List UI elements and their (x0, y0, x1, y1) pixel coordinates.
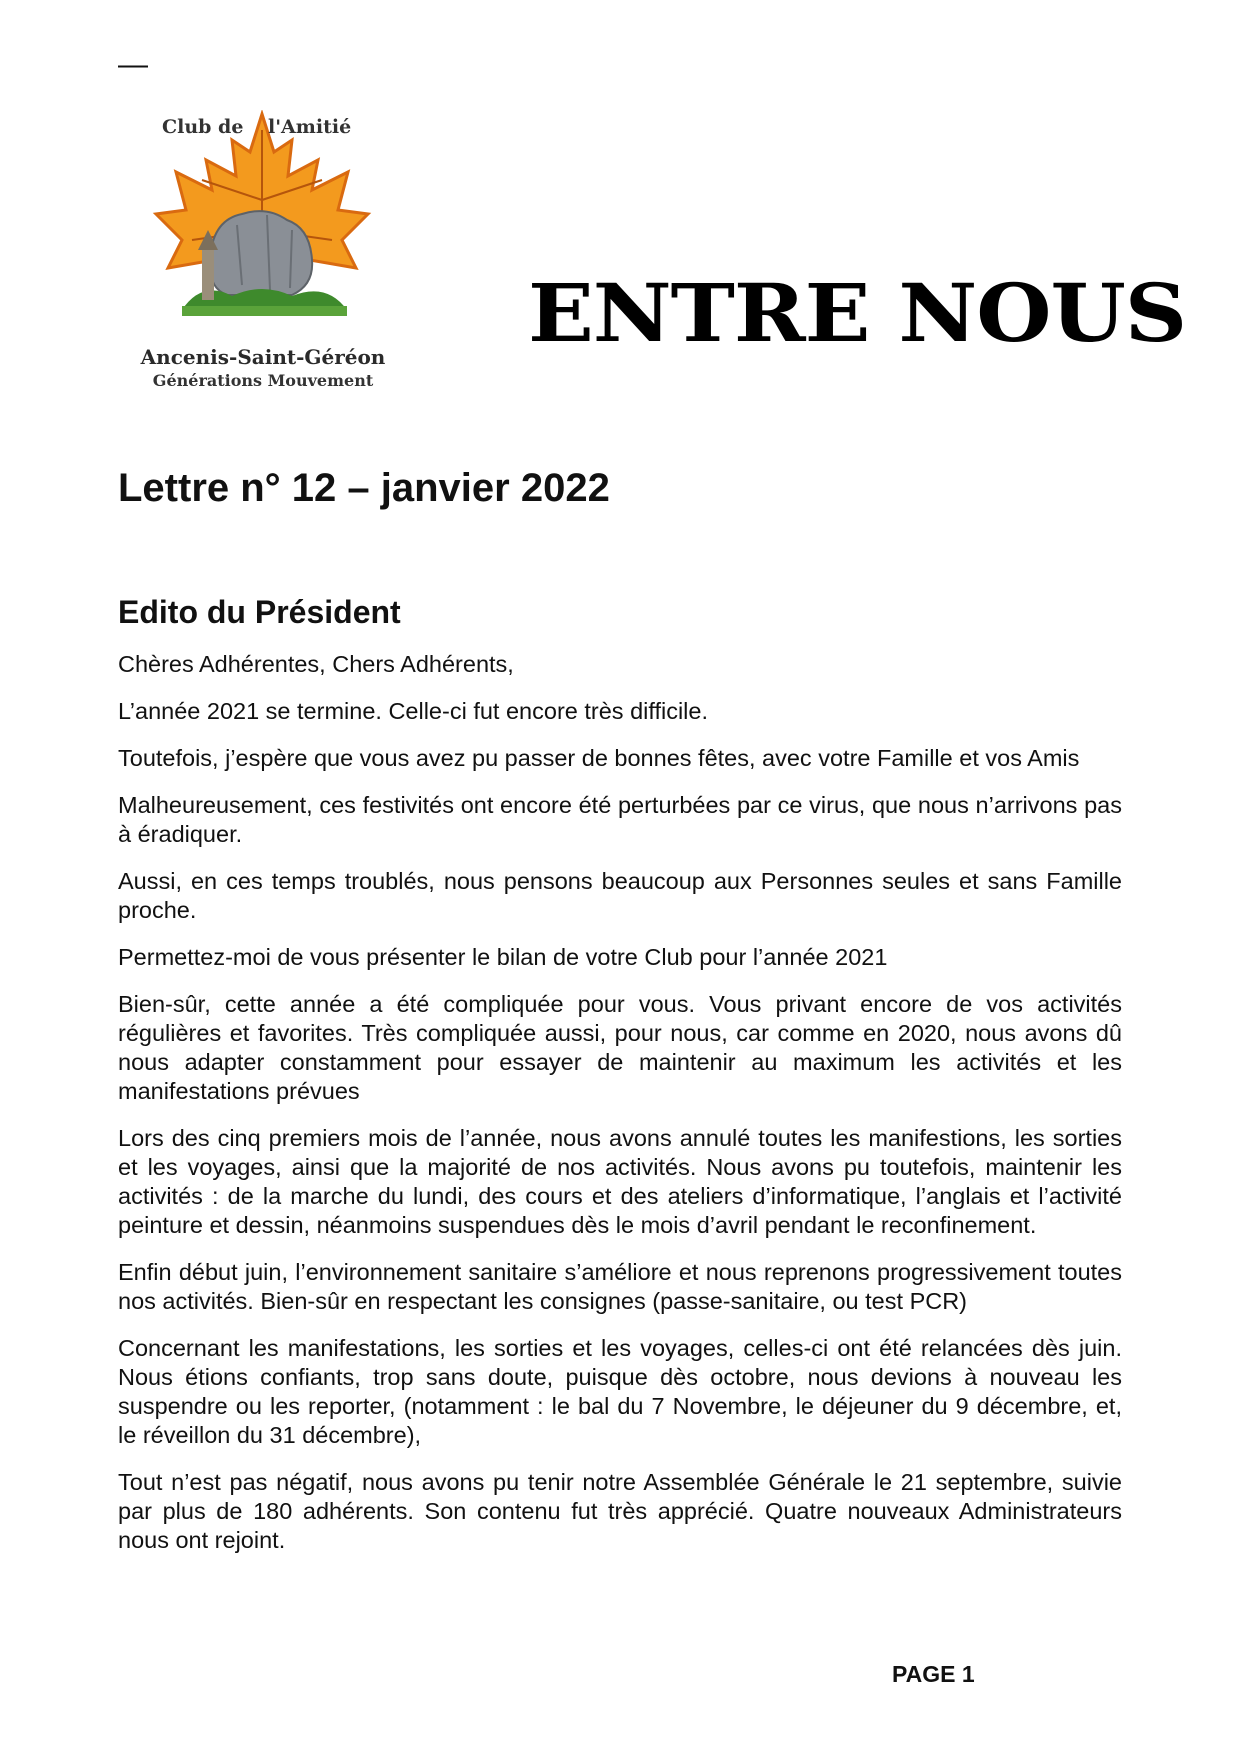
logo-club-subtitle: Générations Mouvement (152, 371, 374, 390)
paragraph: Malheureusement, ces festivités ont encore été perturbées par ce virus, que nous n’arrivons pas à éradiquer. (118, 792, 1122, 847)
paragraph: Lors des cinq premiers mois de l’année, nous avons annulé toutes les manifestions, les sorties et les voyages, ainsi que la majorité de nos activités. Nous avons pu toutefois, maintenir les activités : de la marche du lundi, des cours et des ateliers d’informatique, l’anglais et l’activité peinture et dessin, néanmoins suspendues dès le mois d’avril pendant le reconfinement. (118, 1125, 1122, 1238)
edito-body (118, 650, 1122, 1573)
club-logo (138, 110, 388, 400)
page-number: PAGE 1 (892, 1661, 975, 1687)
maple-leaf-logo-icon (142, 110, 382, 345)
issue-title: Lettre n° 12 – janvier 2022 (118, 466, 610, 510)
paragraph: Permettez-moi de vous présenter le bilan de votre Club pour l’année 2021 (118, 944, 888, 970)
top-dash: — (118, 48, 148, 81)
logo-text-club-de: Club de (162, 116, 244, 138)
paragraph: Enfin début juin, l’environnement sanitaire s’améliore et nous reprenons progressivement toutes nos activités. Bien-sûr en respectant les consignes (passe-sanitaire, ou test PCR) (118, 1259, 1122, 1314)
newsletter-masthead: ENTRE NOUS (528, 266, 1187, 360)
paragraph: Tout n’est pas négatif, nous avons pu tenir notre Assemblée Générale le 21 septembre, suivie par plus de 180 adhérents. Son contenu fut très apprécié. Quatre nouveaux Administrateurs nous ont rejoint. (118, 1469, 1122, 1553)
logo-club-name: Ancenis-Saint-Géréon (140, 345, 386, 369)
logo-text-amitie: l'Amitié (268, 116, 352, 138)
paragraph: Aussi, en ces temps troublés, nous pensons beaucoup aux Personnes seules et sans Famille proche. (118, 868, 1122, 923)
paragraph: Concernant les manifestations, les sorties et les voyages, celles-ci ont été relancées dès juin. Nous étions confiants, trop sans doute, puisque dès octobre, nous devions à nouveau les suspendre ou les reporter, (notamment : le bal du 7 Novembre, le déjeuner du 9 décembre, et, le réveillon du 31 décembre), (118, 1335, 1122, 1448)
section-title: Edito du Président (118, 594, 401, 630)
paragraph: Bien-sûr, cette année a été compliquée pour vous. Vous privant encore de vos activités régulières et favorites. Très compliquée aussi, pour nous, car comme en 2020, nous avons dû nous adapter constamment pour essayer de maintenir au maximum les activités et les manifestations prévues (118, 991, 1122, 1104)
paragraph: Chères Adhérentes, Chers Adhérents, (118, 651, 514, 677)
paragraph: Toutefois, j’espère que vous avez pu passer de bonnes fêtes, avec votre Famille et vos Amis (118, 745, 1080, 771)
paragraph: L’année 2021 se termine. Celle-ci fut encore très difficile. (118, 698, 709, 724)
